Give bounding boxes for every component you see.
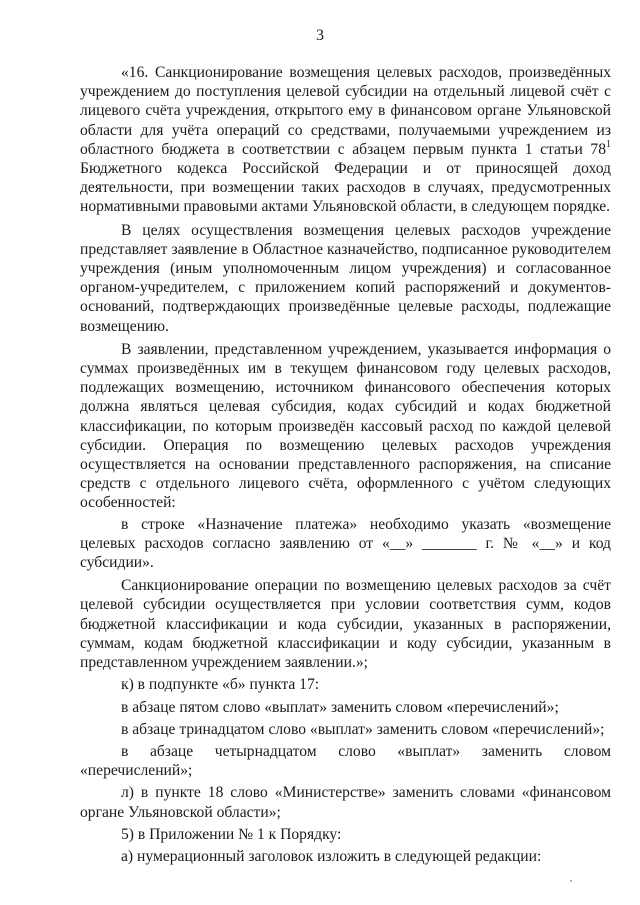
paragraph-application: В целях осуществления возмещения целевых расходов учреждение представляет заявление в Областное казначейство, подписанное руководителем учреждения (иным уполномоченным лицом учреждения) и согласованное органом-учредителем, с приложением копий распоряжений и документов-оснований, подтверждающих произведённые целевые расходы, подлежащие возмещению.: [80, 221, 611, 335]
paragraph-sanction-operation: Санкционирование операции по возмещению целевых расходов за счёт целевой субсидии осуществляется при условии соответствия сумм, кодов бюджетной классификации и кода субсидии, указанных в распоряжении, суммам, кодам бюджетной классификации и коду субсидии, указанным в представленном учреждением заявлении.»;: [80, 577, 611, 672]
superscript: 1: [606, 138, 611, 150]
paragraph-payment-purpose: в строке «Назначение платежа» необходимо указать «возмещение целевых расходов согласно заявлению от «__» _______ г. № «__» и код субсидии».: [80, 515, 611, 572]
scan-speck: [570, 880, 572, 882]
document-body: [80, 63, 611, 866]
paragraph-subitem-a: а) нумерационный заголовок изложить в следующей редакции:: [121, 847, 542, 865]
paragraph-abzac-13: в абзаце тринадцатом слово «выплат» заменить словом «перечислений»;: [121, 720, 605, 738]
page-number: 3: [316, 27, 324, 44]
paragraph-abzac-5: в абзаце пятом слово «выплат» заменить словом «перечислений»;: [121, 698, 559, 716]
paragraph-subitem-k: к) в подпункте «б» пункта 17:: [121, 676, 320, 694]
paragraph-item-5: 5) в Приложении № 1 к Порядку:: [121, 825, 342, 843]
paragraph-application-content: В заявлении, представленном учреждением, указывается информация о суммах произведённых им в текущем финансовом году целевых расходов, подлежащих возмещению, источником финансового обеспечения которых должна являться целевая субсидия, кодах субсидий и кодах бюджетной классификации, по которым произведён кассовый расход по каждой целевой субсидии. Операция по возмещению целевых расходов учреждения осуществляется на основании представленного распоряжения, на списание средств с отдельного лицевого счёта, оформленного с учётом следующих особенностей:: [80, 340, 611, 512]
paragraph-abzac-14: в абзаце четырнадцатом слово «выплат» заменить словом «перечислений»;: [80, 742, 611, 780]
paragraph-subitem-l: л) в пункте 18 слово «Министерстве» заменить словами «финансовом органе Ульяновской области»;: [80, 784, 611, 821]
paragraph-16: «16. Санкционирование возмещения целевых расходов, произведённых учреждением до поступления целевой субсидии на отдельный лицевой счёт с лицевого счёта учреждения, открытого ему в финансовом органе Ульяновской области для учёта операций со средствами, получаемыми учреждением из областного бюджета в соответствии с абзацем первым пункта 1 статьи $78^1$ Бюджетного кодекса Российской Федерации и от приносящей доход деятельности, при возмещении таких расходов в случаях, предусмотренных нормативными правовыми актами Ульяновской области, в следующем порядке.: [80, 64, 611, 216]
